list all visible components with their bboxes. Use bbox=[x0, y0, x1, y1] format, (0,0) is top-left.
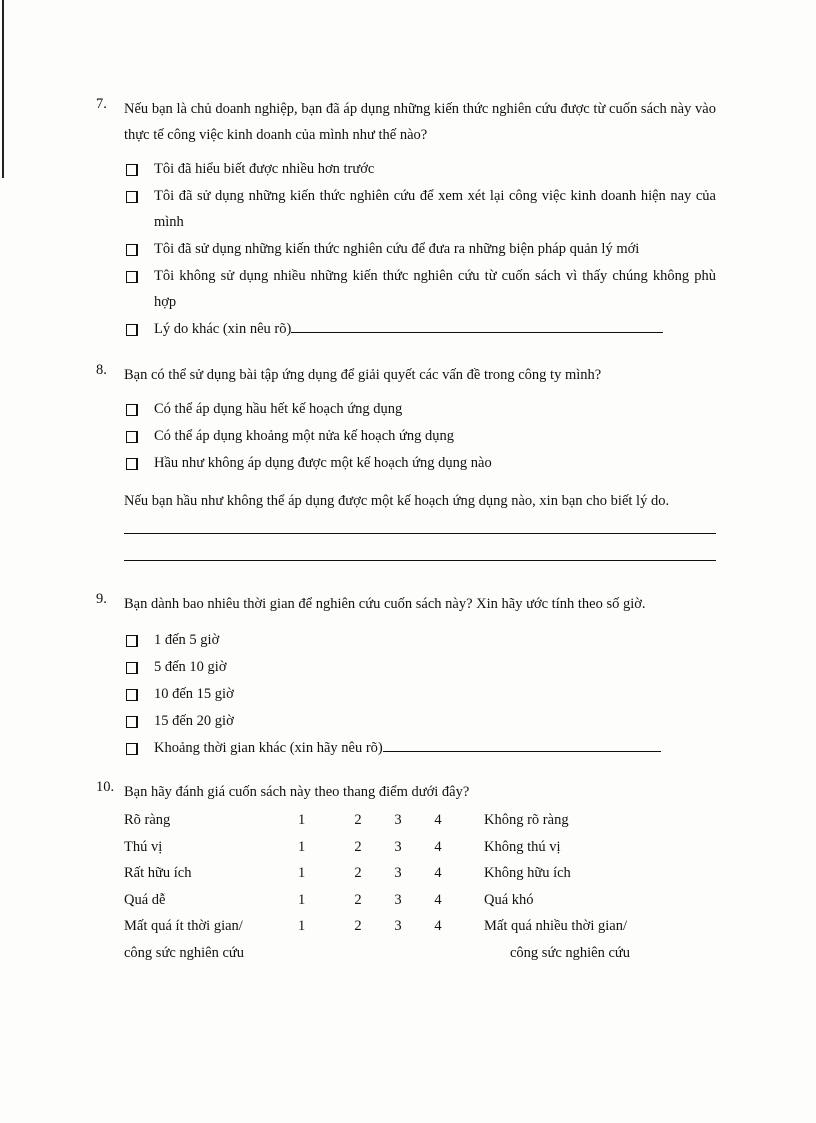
fill-in-line[interactable] bbox=[291, 318, 663, 333]
rating-row bbox=[124, 834, 716, 861]
rating-option-2[interactable]: 2 bbox=[354, 918, 362, 934]
fill-in-line[interactable] bbox=[383, 737, 661, 752]
option-label: 10 đến 15 giờ bbox=[154, 686, 234, 702]
rating-option-2[interactable]: 2 bbox=[354, 891, 362, 908]
option-list bbox=[124, 396, 716, 476]
option-list bbox=[124, 627, 716, 761]
option-label: Tôi đã hiểu biết được nhiều hơn trước bbox=[154, 161, 375, 177]
scan-edge-line bbox=[2, 0, 4, 178]
option-item bbox=[124, 735, 716, 761]
rating-option-4[interactable]: 4 bbox=[434, 865, 442, 881]
rating-option-4[interactable]: 4 bbox=[434, 838, 442, 855]
rating-option-1[interactable]: 1 bbox=[298, 918, 306, 934]
checkbox[interactable] bbox=[126, 244, 138, 256]
question-text: Bạn hãy đánh giá cuốn sách này theo thang điểm dưới đây? bbox=[124, 784, 470, 800]
question-number: 7. bbox=[96, 96, 107, 112]
option-item bbox=[124, 708, 716, 734]
rating-row bbox=[124, 913, 716, 940]
option-item bbox=[124, 183, 716, 235]
question-8 bbox=[96, 362, 716, 561]
rating-row bbox=[124, 860, 716, 887]
rating-option-3[interactable]: 3 bbox=[394, 812, 402, 828]
option-label: Lý do khác (xin nêu rõ) bbox=[154, 321, 292, 337]
option-label: 5 đến 10 giờ bbox=[154, 659, 227, 675]
checkbox[interactable] bbox=[126, 635, 138, 647]
spacer bbox=[298, 940, 484, 967]
option-item bbox=[124, 156, 716, 182]
questionnaire-page bbox=[96, 96, 716, 966]
rating-low-label: Rất hữu ích bbox=[124, 865, 192, 881]
option-item bbox=[124, 263, 716, 315]
rating-scale bbox=[124, 807, 716, 966]
option-item bbox=[124, 654, 716, 680]
rating-option-2[interactable]: 2 bbox=[354, 812, 362, 828]
rating-low-label: Quá dễ bbox=[124, 891, 166, 908]
rating-high-label: Mất quá nhiều thời gian/ bbox=[484, 918, 627, 934]
question-number: 9. bbox=[96, 591, 107, 607]
rating-option-3[interactable]: 3 bbox=[394, 838, 402, 855]
answer-line[interactable] bbox=[124, 560, 716, 561]
question-text: Bạn có thể sử dụng bài tập ứng dụng để giải quyết các vấn đề trong công ty mình? bbox=[124, 367, 602, 383]
checkbox[interactable] bbox=[126, 164, 138, 176]
rating-low-label-continuation: công sức nghiên cứu bbox=[124, 944, 245, 961]
option-item bbox=[124, 316, 716, 342]
answer-line[interactable] bbox=[124, 533, 716, 534]
reason-prompt: Nếu bạn hầu như không thể áp dụng được một kế hoạch ứng dụng nào, xin bạn cho biết lý do. bbox=[124, 493, 670, 509]
option-label: Tôi đã sử dụng những kiến thức nghiên cứu để đưa ra những biện pháp quản lý mới bbox=[154, 241, 640, 257]
rating-option-1[interactable]: 1 bbox=[298, 891, 306, 908]
rating-option-4[interactable]: 4 bbox=[434, 891, 442, 908]
rating-option-4[interactable]: 4 bbox=[434, 918, 442, 934]
option-label: 15 đến 20 giờ bbox=[154, 713, 234, 729]
rating-row bbox=[124, 807, 716, 834]
rating-option-2[interactable]: 2 bbox=[354, 865, 362, 881]
option-label: Hầu như không áp dụng được một kế hoạch ứng dụng nào bbox=[154, 455, 492, 471]
checkbox[interactable] bbox=[126, 662, 138, 674]
rating-option-3[interactable]: 3 bbox=[394, 918, 402, 934]
option-item bbox=[124, 236, 716, 262]
option-item bbox=[124, 396, 716, 422]
rating-option-2[interactable]: 2 bbox=[354, 838, 362, 855]
option-label: Khoảng thời gian khác (xin hãy nêu rõ) bbox=[154, 740, 383, 756]
question-text: Nếu bạn là chủ doanh nghiệp, bạn đã áp dụng những kiến thức nghiên cứu được từ cuốn sách này vào thực tế công việc kinh doanh của mình như thế nào? bbox=[124, 101, 716, 143]
option-label: 1 đến 5 giờ bbox=[154, 632, 220, 648]
rating-option-1[interactable]: 1 bbox=[298, 838, 306, 855]
question-7 bbox=[96, 96, 716, 342]
checkbox[interactable] bbox=[126, 716, 138, 728]
rating-high-label: Không hữu ích bbox=[484, 865, 571, 881]
rating-option-1[interactable]: 1 bbox=[298, 865, 306, 881]
option-item bbox=[124, 423, 716, 449]
rating-low-label: Thú vị bbox=[124, 838, 163, 855]
checkbox[interactable] bbox=[126, 458, 138, 470]
option-list bbox=[124, 156, 716, 342]
option-item bbox=[124, 627, 716, 653]
rating-high-label: Không rõ ràng bbox=[484, 812, 569, 828]
rating-row bbox=[124, 887, 716, 914]
question-number: 10. bbox=[96, 779, 115, 795]
option-item bbox=[124, 450, 716, 476]
checkbox[interactable] bbox=[126, 271, 138, 283]
rating-option-4[interactable]: 4 bbox=[434, 812, 442, 828]
checkbox[interactable] bbox=[126, 404, 138, 416]
rating-low-label: Rõ ràng bbox=[124, 812, 171, 828]
rating-high-label: Không thú vị bbox=[484, 838, 561, 855]
question-number: 8. bbox=[96, 362, 107, 378]
rating-high-label-continuation: công sức nghiên cứu bbox=[510, 944, 631, 961]
option-label: Tôi không sử dụng nhiều những kiến thức nghiên cứu từ cuốn sách vì thấy chúng không phù hợp bbox=[154, 268, 716, 310]
question-text: Bạn dành bao nhiêu thời gian để nghiên cứu cuốn sách này? Xin hãy ước tính theo số giờ. bbox=[124, 596, 646, 612]
rating-low-label: Mất quá ít thời gian/ bbox=[124, 918, 243, 934]
question-9 bbox=[96, 591, 716, 761]
checkbox[interactable] bbox=[126, 431, 138, 443]
question-10 bbox=[96, 779, 716, 966]
rating-row-continuation bbox=[124, 940, 716, 967]
option-label: Có thể áp dụng hầu hết kế hoạch ứng dụng bbox=[154, 401, 403, 417]
rating-high-label: Quá khó bbox=[484, 891, 534, 908]
checkbox[interactable] bbox=[126, 689, 138, 701]
option-label: Tôi đã sử dụng những kiến thức nghiên cứu để xem xét lại công việc kinh doanh hiện nay của mình bbox=[154, 188, 716, 230]
checkbox[interactable] bbox=[126, 324, 138, 336]
option-label: Có thể áp dụng khoảng một nửa kế hoạch ứng dụng bbox=[154, 428, 455, 444]
checkbox[interactable] bbox=[126, 743, 138, 755]
rating-option-1[interactable]: 1 bbox=[298, 812, 306, 828]
checkbox[interactable] bbox=[126, 191, 138, 203]
rating-option-3[interactable]: 3 bbox=[394, 891, 402, 908]
option-item bbox=[124, 681, 716, 707]
rating-option-3[interactable]: 3 bbox=[394, 865, 402, 881]
